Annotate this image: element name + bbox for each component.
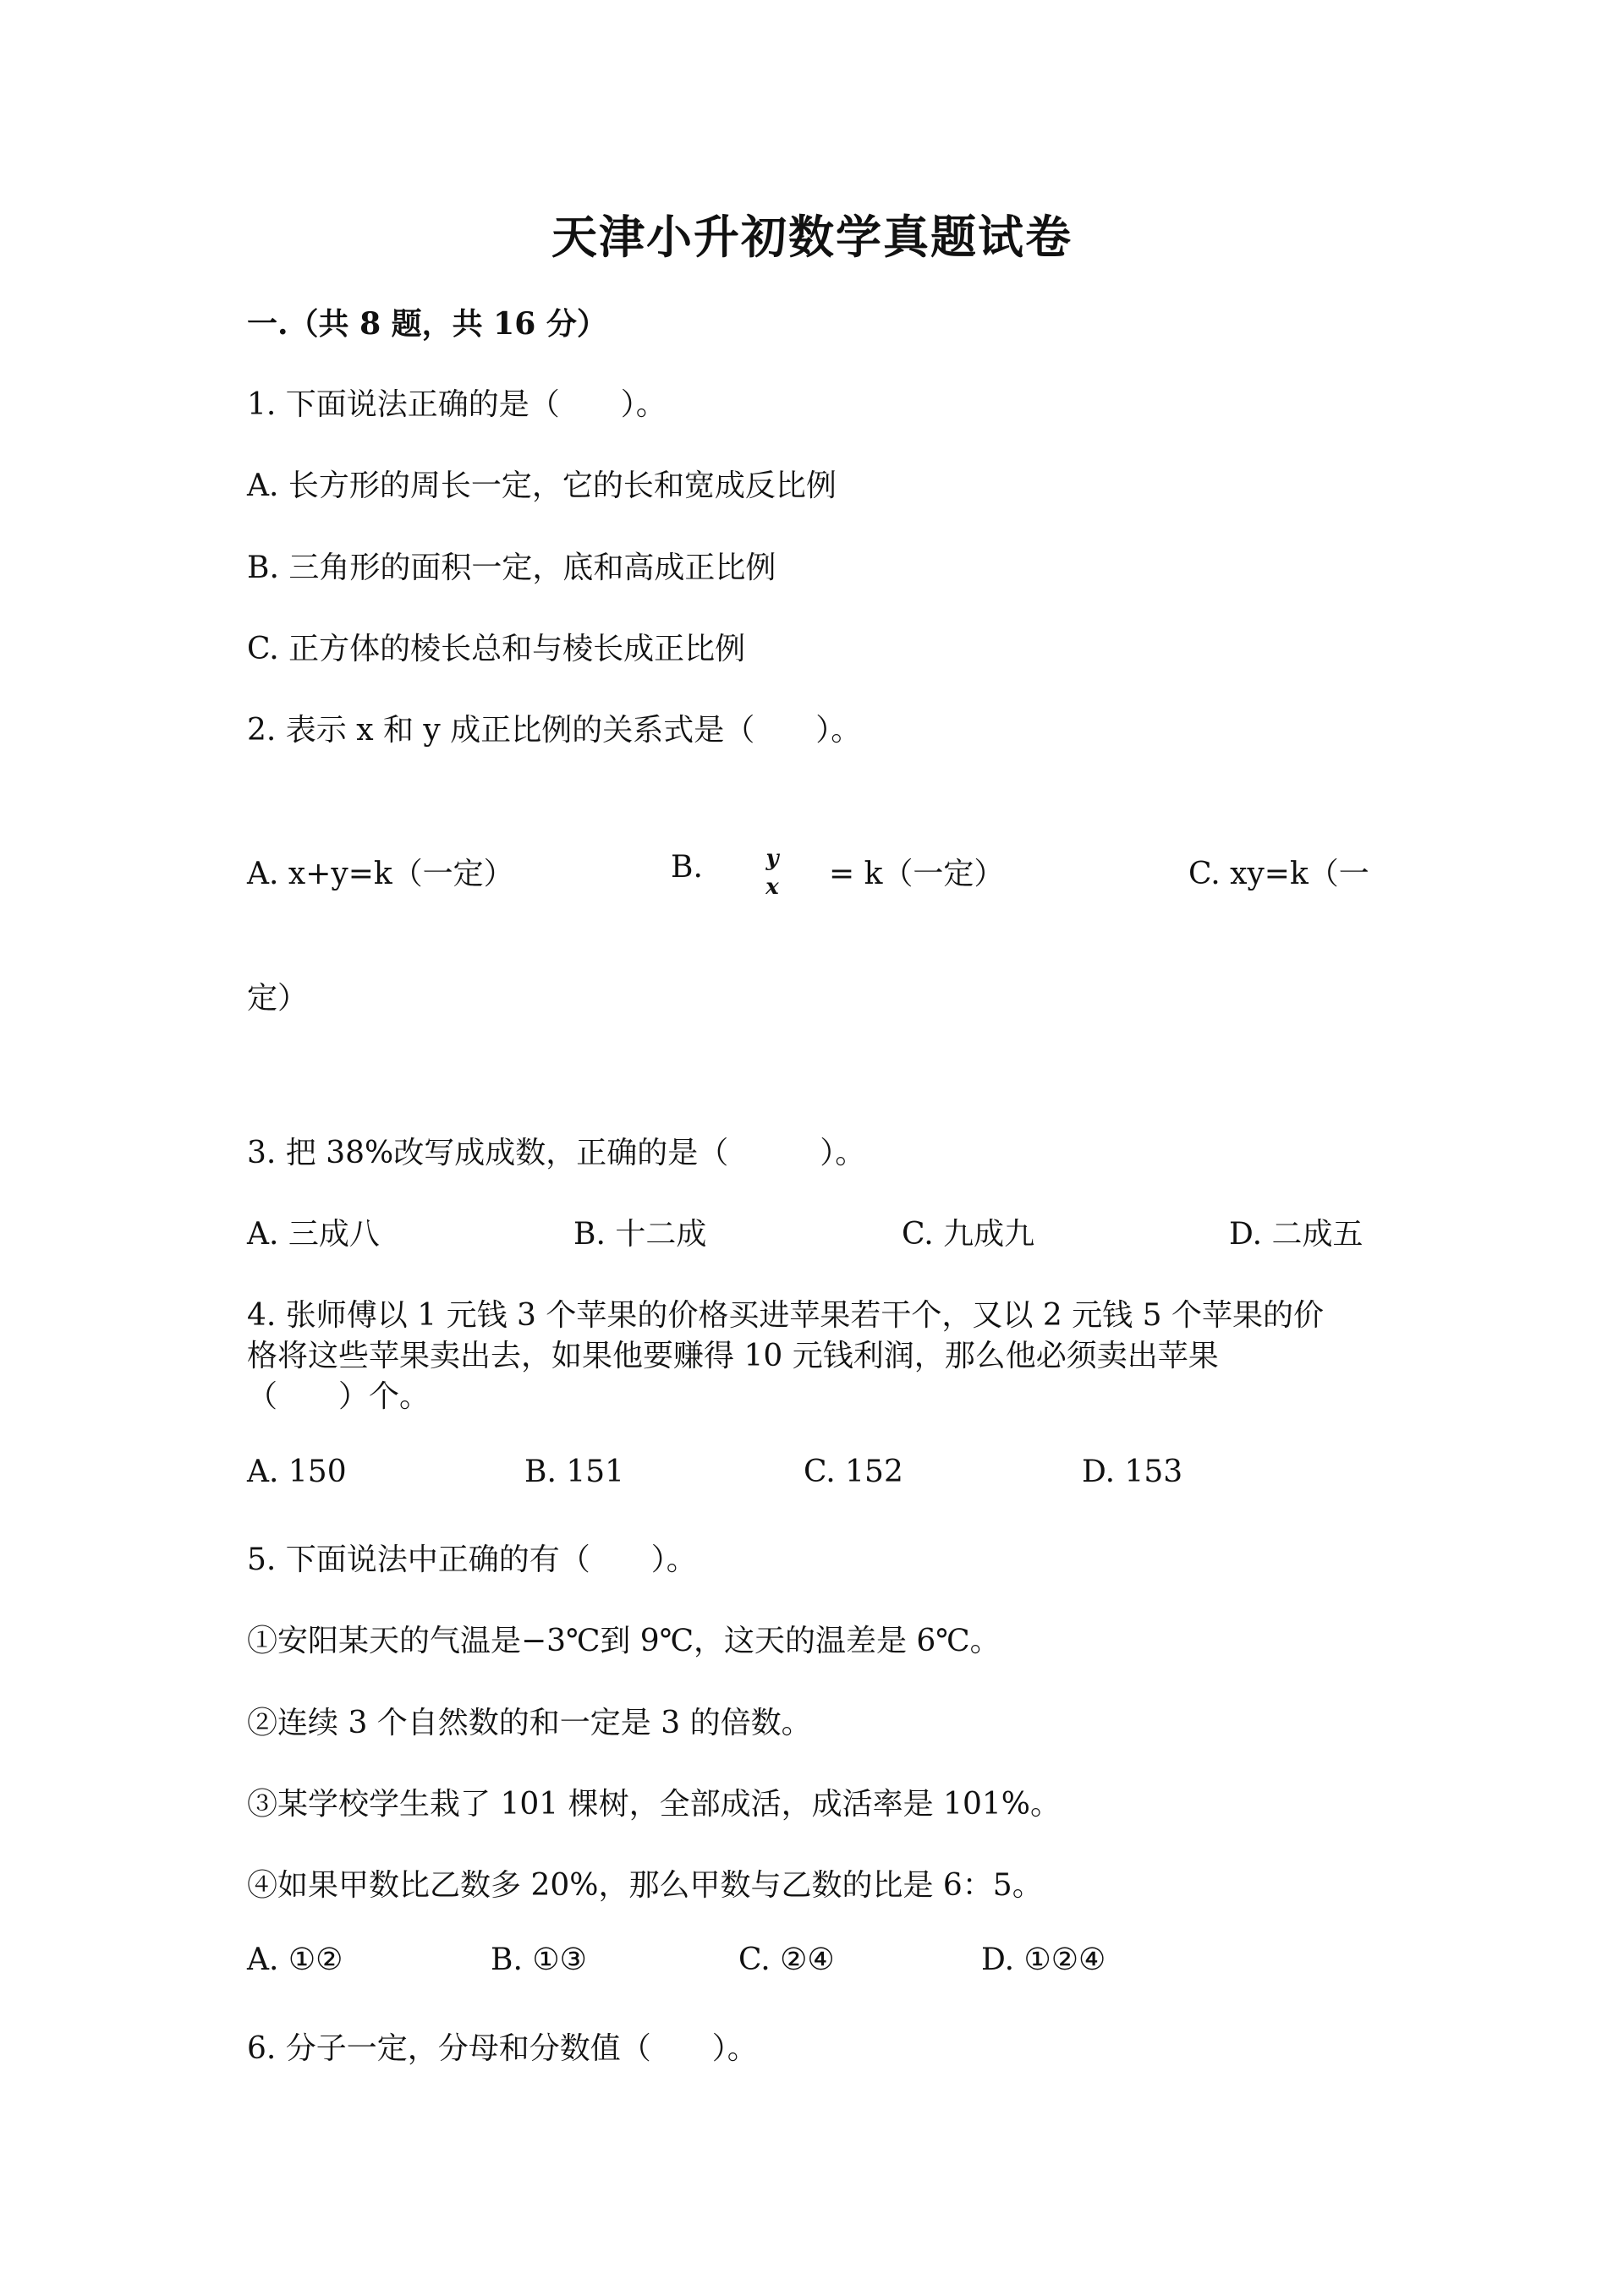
question-4-option-a: A. 150 [247,1455,347,1489]
section-heading: 一.（共 8 题，共 16 分） [247,306,607,342]
question-1-option-a: A. 长方形的周长一定，它的长和宽成反比例 [247,469,837,503]
question-6-stem: 6. 分子一定，分母和分数值（ ）。 [247,2031,758,2066]
question-2-option-a: A. x+y=k（一定） [247,857,514,891]
question-3-stem: 3. 把 38%改写成成数，正确的是（ ）。 [247,1136,866,1170]
question-2-option-c: C. xy=k（一 [1188,857,1369,891]
question-4-option-b: B. 151 [524,1455,625,1489]
question-3-option-a: A. 三成八 [247,1217,380,1252]
question-2-option-b-label: B. [671,850,703,885]
question-4-stem-line-3: （ ）个。 [247,1379,431,1414]
fraction-denominator: x [765,874,779,900]
question-4-option-c: C. 152 [804,1455,903,1489]
question-5-stem: 5. 下面说法中正确的有（ ）。 [247,1543,697,1577]
question-5-option-c: C. ②④ [738,1943,835,1977]
question-4-stem-line-2: 格将这些苹果卖出去，如果他要赚得 10 元钱利润，那么他必须卖出苹果 [247,1339,1219,1373]
question-3-option-d: D. 二成五 [1229,1217,1363,1252]
question-5-option-a: A. ①② [247,1943,343,1977]
question-5-statement-1: ①安阳某天的气温是−3℃到 9℃，这天的温差是 6℃。 [247,1624,1001,1658]
question-3-option-c: C. 九成九 [902,1217,1035,1252]
question-2-option-c-continued: 定） [247,981,309,1016]
fraction-bar [763,872,782,874]
question-2-fraction [760,846,785,900]
question-3-option-b: B. 十二成 [573,1217,707,1252]
question-5-option-b: B. ①③ [491,1943,587,1977]
question-5-statement-3: ③某学校学生栽了 101 棵树，全部成活，成活率是 101%。 [247,1787,1061,1822]
question-4-stem-line-1: 4. 张师傅以 1 元钱 3 个苹果的价格买进苹果若干个，又以 2 元钱 5 个苹果的价 [247,1298,1324,1333]
page-title: 天津小升初数学真题试卷 [551,210,1073,264]
question-1-stem: 1. 下面说法正确的是（ ）。 [247,387,667,422]
question-2-option-b-rest: = k（一定） [829,857,1005,891]
question-5-statement-2: ②连续 3 个自然数的和一定是 3 的倍数。 [247,1706,812,1740]
question-4-option-d: D. 153 [1082,1455,1183,1489]
question-5-option-d: D. ①②④ [981,1943,1106,1977]
question-1-option-c: C. 正方体的棱长总和与棱长成正比例 [247,632,746,666]
question-2-stem: 2. 表示 x 和 y 成正比例的关系式是（ ）。 [247,713,862,748]
fraction-numerator: y [765,846,779,871]
question-1-option-b: B. 三角形的面积一定，底和高成正比例 [247,551,776,585]
question-5-statement-4: ④如果甲数比乙数多 20%，那么甲数与乙数的比是 6：5。 [247,1868,1043,1903]
